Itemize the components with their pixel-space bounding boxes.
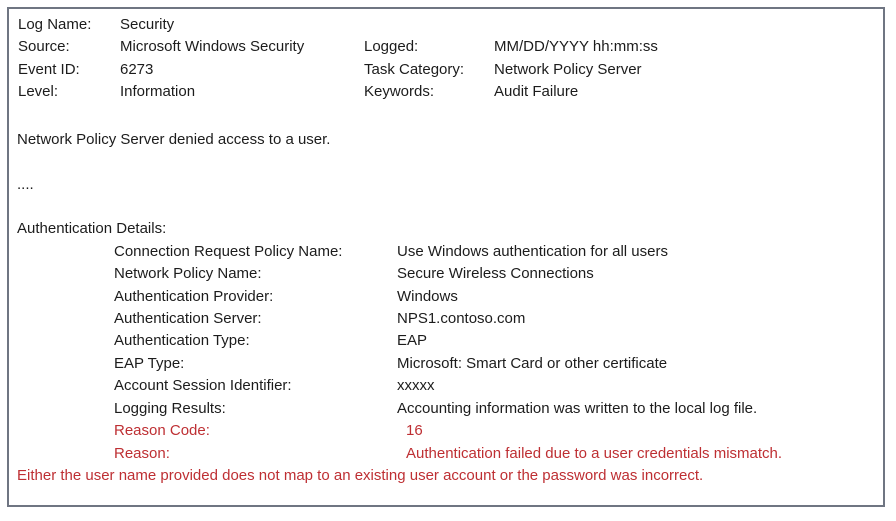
- reason-footer-note: [9, 466, 883, 486]
- detail-label: Reason:: [114, 445, 170, 462]
- header-row-eventid-taskcategory: [9, 60, 883, 80]
- detail-label: EAP Type:: [114, 355, 185, 372]
- detail-value: xxxxx: [397, 377, 435, 394]
- field-value: Information: [120, 83, 196, 100]
- detail-label: Reason Code:: [114, 422, 210, 439]
- detail-row-reason: [9, 444, 883, 464]
- detail-row-authentication-server: [9, 309, 883, 329]
- field-label: Task Category:: [364, 61, 465, 78]
- detail-label: Logging Results:: [114, 400, 226, 417]
- detail-label: Network Policy Name:: [114, 265, 262, 282]
- event-description: [9, 130, 883, 150]
- detail-row-account-session-identifier: [9, 376, 883, 396]
- field-label: Log Name:: [18, 16, 92, 33]
- detail-value: Microsoft: Smart Card or other certificate: [397, 355, 668, 372]
- field-value: Security: [120, 16, 175, 33]
- ellipsis-line: [9, 175, 883, 195]
- header-row-log-name: [9, 15, 883, 35]
- field-label: Source:: [18, 38, 70, 55]
- detail-value: Use Windows authentication for all users: [397, 243, 668, 260]
- detail-label: Connection Request Policy Name:: [114, 243, 343, 260]
- detail-row-eap-type: [9, 354, 883, 374]
- field-label: Level:: [18, 83, 59, 100]
- detail-value: Windows: [397, 288, 458, 305]
- detail-row-connection-request-policy: [9, 242, 883, 262]
- event-log-panel: [7, 7, 885, 507]
- detail-value: EAP: [397, 332, 428, 349]
- detail-label: Authentication Server:: [114, 310, 262, 327]
- authentication-details-heading: [9, 219, 883, 239]
- field-label: Event ID:: [18, 61, 80, 78]
- detail-row-authentication-provider: [9, 287, 883, 307]
- detail-label: Authentication Type:: [114, 332, 250, 349]
- detail-label: Authentication Provider:: [114, 288, 274, 305]
- reason-footer-text: Either the user name provided does not map to an existing user account or the password was incorrect.: [17, 467, 704, 484]
- detail-row-logging-results: [9, 399, 883, 419]
- header-row-level-keywords: [9, 82, 883, 102]
- detail-value: Authentication failed due to a user credentials mismatch.: [406, 445, 783, 462]
- field-label: Logged:: [364, 38, 419, 55]
- ellipsis-text: ....: [17, 176, 34, 193]
- detail-row-reason-code: [9, 421, 883, 441]
- detail-label: Account Session Identifier:: [114, 377, 292, 394]
- detail-value: Accounting information was written to the local log file.: [397, 400, 758, 417]
- detail-value: NPS1.contoso.com: [397, 310, 526, 327]
- field-value: Microsoft Windows Security: [120, 38, 305, 55]
- field-label: Keywords:: [364, 83, 435, 100]
- field-value: Network Policy Server: [494, 61, 642, 78]
- section-title-text: Authentication Details:: [17, 220, 167, 237]
- event-description-text: Network Policy Server denied access to a user.: [17, 131, 331, 148]
- field-value: Audit Failure: [494, 83, 579, 100]
- detail-row-network-policy-name: [9, 264, 883, 284]
- field-value: MM/DD/YYYY hh:mm:ss: [494, 38, 658, 55]
- detail-value: Secure Wireless Connections: [397, 265, 594, 282]
- detail-row-authentication-type: [9, 331, 883, 351]
- field-value: 6273: [120, 61, 154, 78]
- detail-value: 16: [406, 422, 423, 439]
- header-row-source-logged: [9, 37, 883, 57]
